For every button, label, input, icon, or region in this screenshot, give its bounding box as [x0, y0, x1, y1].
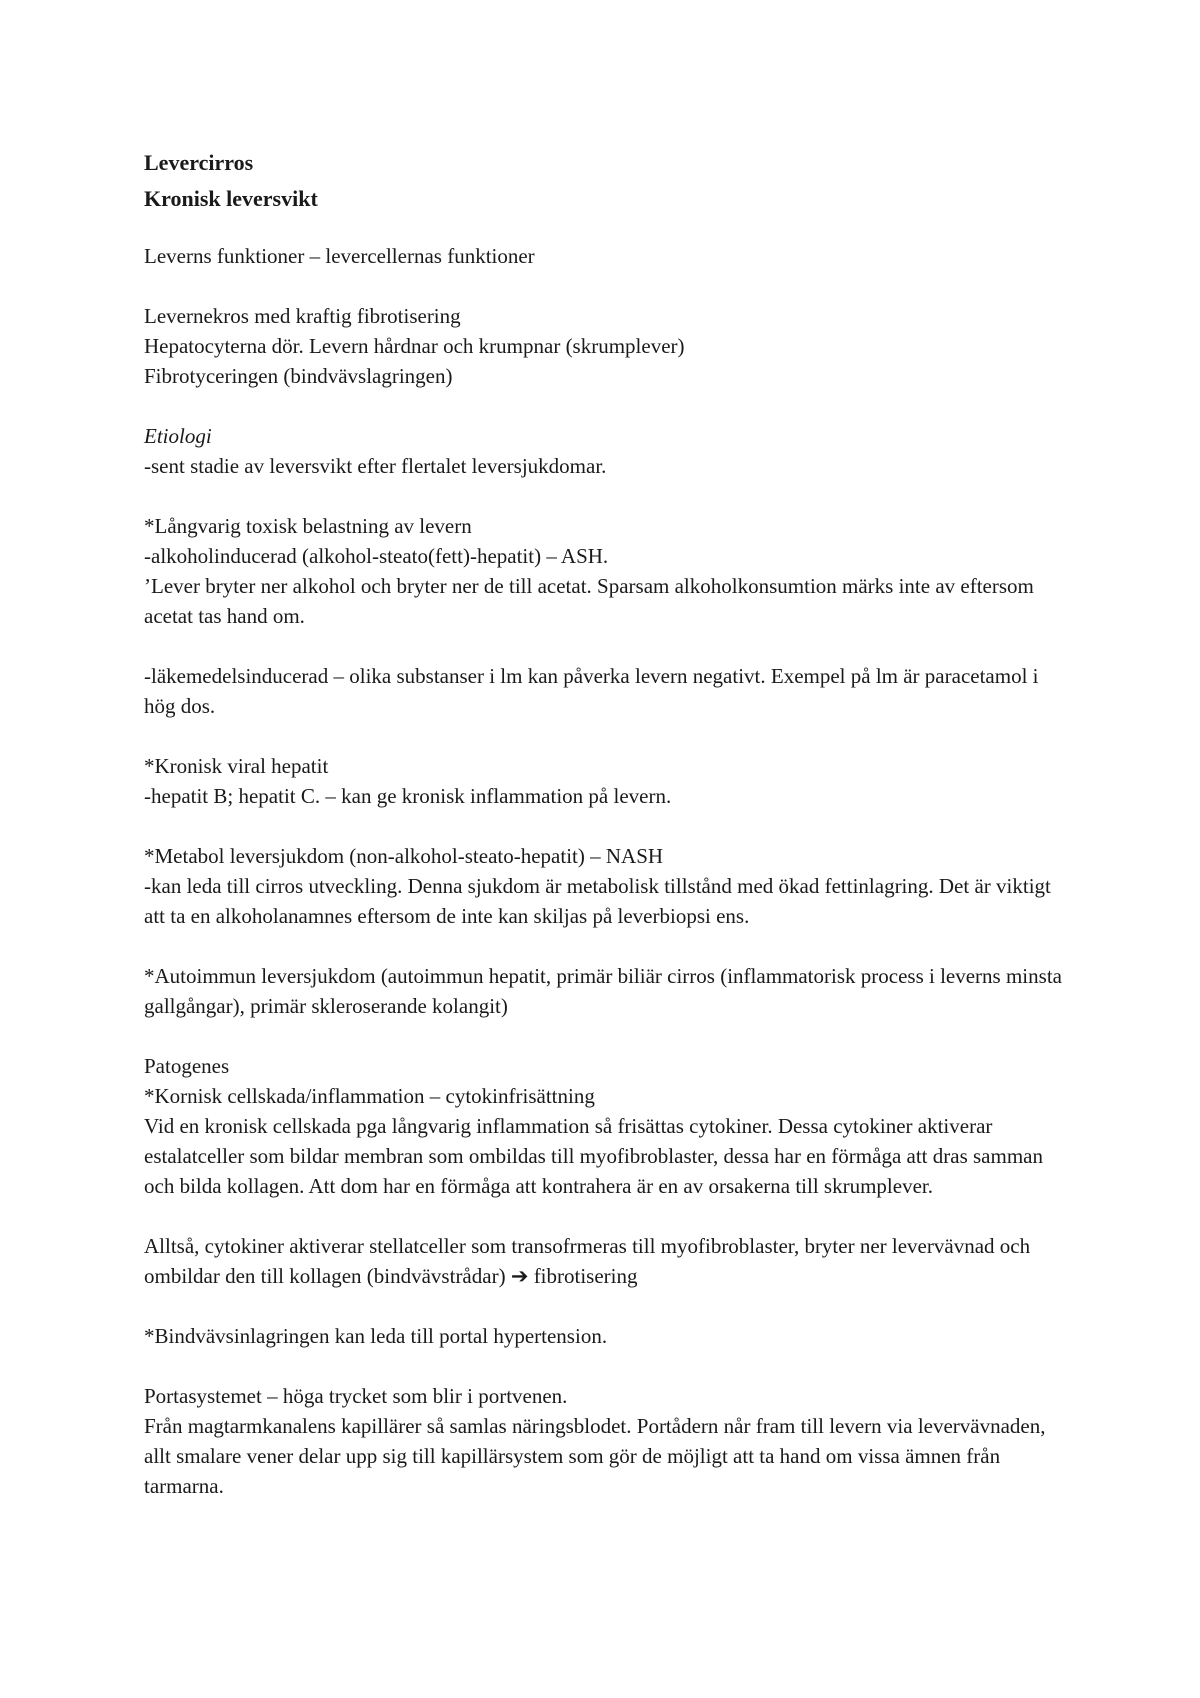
functions-heading: Leverns funktioner – levercellernas funktioner: [144, 244, 535, 268]
toxic-alcohol: -alkoholinducerad (alkohol-steato(fett)-hepatit) – ASH.: [144, 544, 609, 568]
necrosis-line: Hepatocyterna dör. Levern hårdnar och krumpnar (skrumplever): [144, 334, 685, 358]
summary-result: fibrotisering: [533, 1264, 638, 1288]
document-body: [144, 145, 1074, 1501]
pathogenesis-heading: Patogenes: [144, 1054, 230, 1078]
necrosis-line: Fibrotyceringen (bindvävslagringen): [144, 364, 453, 388]
toxic-alcohol-note: ’Lever bryter ner alkohol och bryter ner de till acetat. Sparsam alkoholkonsumtion märks inte av eftersom acetat tas hand om.: [144, 574, 1034, 628]
autoimmune-text: *Autoimmun leversjukdom (autoimmun hepatit, primär biliär cirros (inflammatorisk process i leverns minsta gallgångar), primär skleroserande kolangit): [144, 964, 1062, 1018]
document-title: Levercirros: [144, 150, 254, 175]
metabolic-heading: *Metabol leversjukdom (non-alkohol-steato-hepatit) – NASH: [144, 844, 664, 868]
summary-paragraph: [144, 1231, 1074, 1291]
necrosis-line: Levernekros med kraftig fibrotisering: [144, 304, 461, 328]
metabolic-text: -kan leda till cirros utveckling. Denna sjukdom är metabolisk tillstånd med ökad fettinlagring. Det är viktigt att ta en alkoholanamnes eftersom de inte kan skiljas på leverbiopsi ens.: [144, 874, 1051, 928]
summary-text: Alltså, cytokiner aktiverar stellatceller som transofrmeras till myofibroblaster, bryter ner levervävnad och ombildar den till kollagen (bindvävstrådar): [144, 1234, 1031, 1288]
toxic-heading: *Långvarig toxisk belastning av levern: [144, 514, 472, 538]
portal-system-text: Från magtarmkanalens kapillärer så samlas näringsblodet. Portådern når fram till levern via levervävnaden, allt smalare vener delar upp sig till kapillärsystem som gör de möjligt att ta hand om vissa ämnen från tarmarna.: [144, 1414, 1046, 1498]
portal-hypertension-text: *Bindvävsinlagringen kan leda till portal hypertension.: [144, 1324, 608, 1348]
pathogenesis-subheading: *Kornisk cellskada/inflammation – cytokinfrisättning: [144, 1084, 595, 1108]
etiology-heading: Etiologi: [144, 424, 212, 448]
pathogenesis-text: Vid en kronisk cellskada pga långvarig inflammation så frisättas cytokiner. Dessa cytokiner aktiverar estalatceller som bildar membran som ombildas till myofibroblaster, dessa har en förmåga att dras samman och bilda kollagen. Att dom har en förmåga att kontrahera är en av orsakerna till skrumplever.: [144, 1114, 1043, 1198]
etiology-text: -sent stadie av leversvikt efter flertalet leversjukdomar.: [144, 454, 607, 478]
drug-induced-text: -läkemedelsinducerad – olika substanser i lm kan påverka levern negativt. Exempel på lm är paracetamol i hög dos.: [144, 664, 1039, 718]
document-subtitle: Kronisk leversvikt: [144, 186, 318, 211]
portal-system-heading: Portasystemet – höga trycket som blir i portvenen.: [144, 1384, 568, 1408]
viral-heading: *Kronisk viral hepatit: [144, 754, 329, 778]
arrow-icon: ➔: [510, 1264, 529, 1288]
viral-text: -hepatit B; hepatit C. – kan ge kronisk inflammation på levern.: [144, 784, 672, 808]
